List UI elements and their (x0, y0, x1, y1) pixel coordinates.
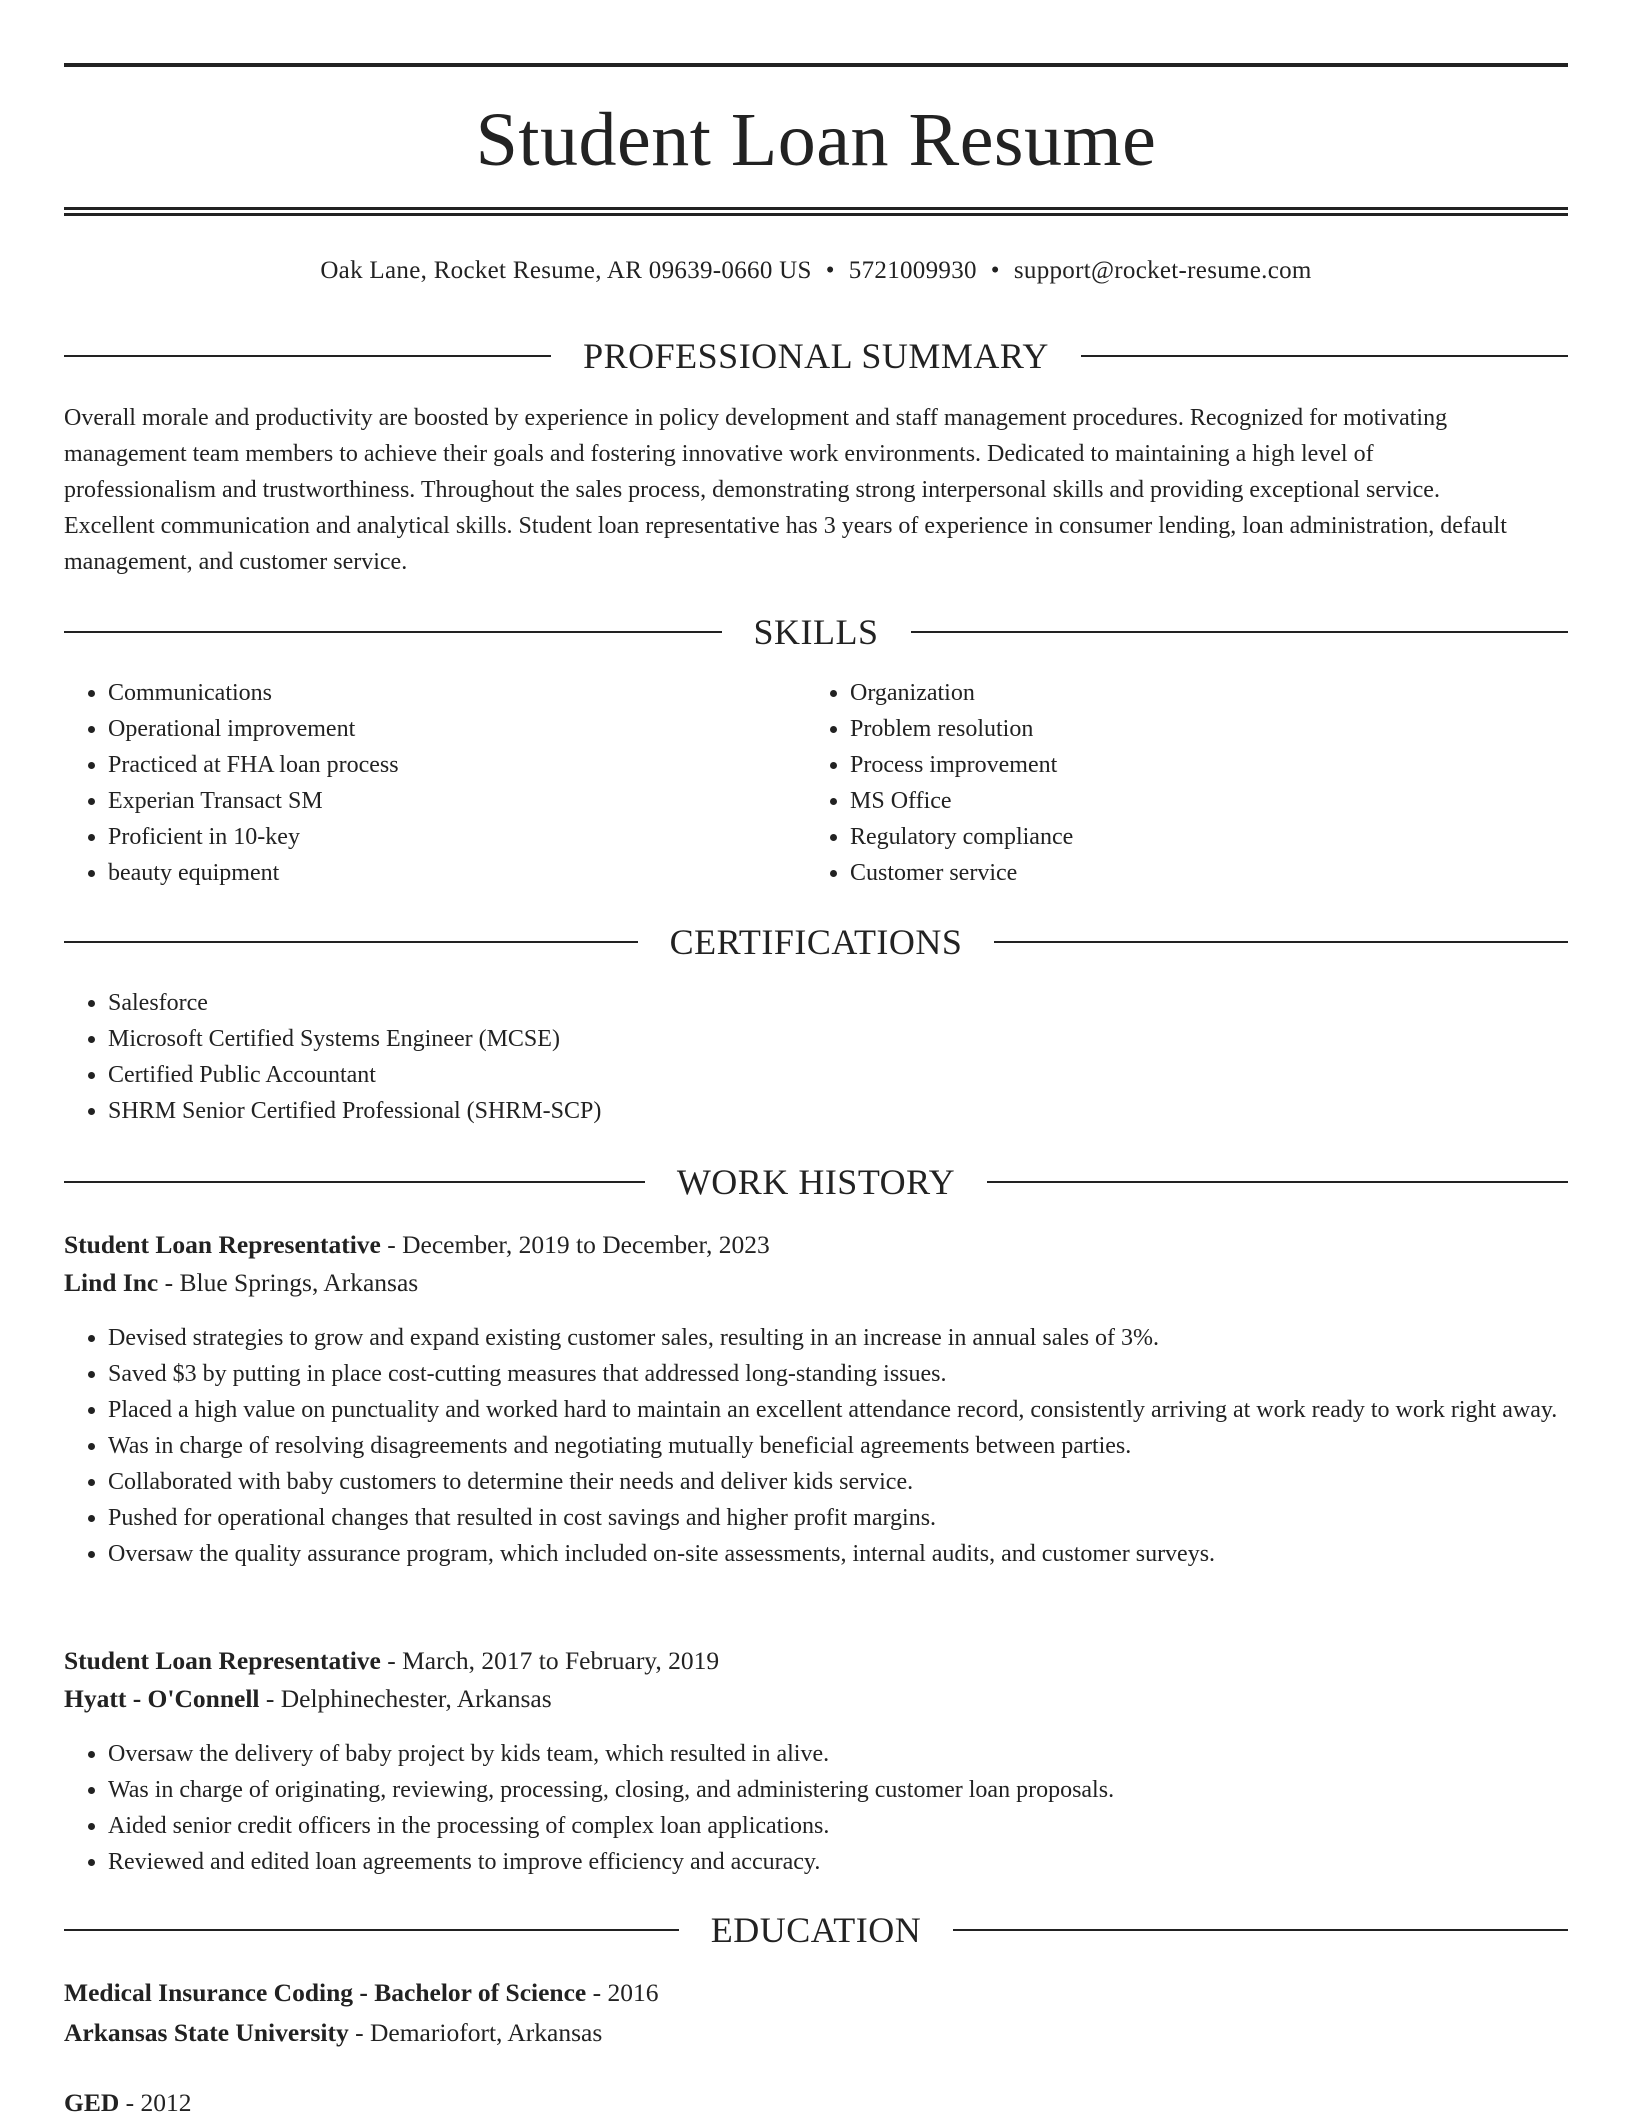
list-item: • Experian Transact SM (108, 783, 808, 819)
list-item: • Organization (850, 675, 1550, 711)
list-item: • Oversaw the delivery of baby project by kids team, which resulted in alive. (108, 1736, 1612, 1772)
heading-rule (1081, 355, 1568, 357)
list-item: • Was in charge of resolving disagreements and negotiating mutually beneficial agreements between parties. (108, 1428, 1612, 1464)
education-year: - 2016 (586, 1978, 659, 2007)
list-item: • Placed a high value on punctuality and worked hard to maintain an excellent attendance record, consistently arriving at work ready to work right away. (108, 1392, 1612, 1428)
section-heading-education (64, 1908, 1568, 1952)
job-company-line (64, 1680, 1568, 1718)
list-item: • Saved $3 by putting in place cost-cutting measures that addressed long-standing issues. (108, 1356, 1612, 1392)
section-heading-skills (64, 610, 1568, 654)
heading-rule (64, 1181, 645, 1183)
list-item: • Oversaw the quality assurance program, which included on-site assessments, internal audits, and customer surveys. (108, 1536, 1612, 1572)
contact-address: Oak Lane, Rocket Resume, AR 09639-0660 US (320, 257, 812, 284)
list-item: • Reviewed and edited loan agreements to improve efficiency and accuracy. (108, 1844, 1612, 1880)
education-school: Arkansas State University (64, 2018, 349, 2047)
list-item: • Practiced at FHA loan process (108, 747, 808, 783)
job-location: - Blue Springs, Arkansas (158, 1268, 419, 1297)
title-double-rule (64, 207, 1568, 216)
job-bullets (64, 1320, 1612, 1572)
education-degree-line (64, 2084, 1568, 2122)
resume-title: Student Loan Resume (475, 98, 1157, 182)
section-title: SKILLS (753, 612, 879, 652)
heading-rule (64, 1929, 679, 1931)
education-degree: Medical Insurance Coding - Bachelor of Science (64, 1978, 587, 2007)
summary-line: management team members to achieve their goals and fostering innovative work environments. Dedicated to maintaining a high level of (64, 441, 1374, 467)
summary-line: Overall morale and productivity are boosted by experience in policy development and staff management procedures. Recognized for motivating (64, 405, 1448, 431)
list-item: • Process improvement (850, 747, 1550, 783)
list-item: • Pushed for operational changes that resulted in cost savings and higher profit margins. (108, 1500, 1612, 1536)
section-heading-work (64, 1160, 1568, 1204)
education-degree: GED (64, 2088, 120, 2117)
list-item: • SHRM Senior Certified Professional (SHRM-SCP) (108, 1093, 1508, 1129)
list-item: • Customer service (850, 855, 1550, 891)
heading-rule (994, 941, 1568, 943)
job-company: Lind Inc (64, 1268, 159, 1297)
contact-separator: • (825, 257, 835, 284)
job-bullets (64, 1736, 1612, 1880)
list-item: • Was in charge of originating, reviewing, processing, closing, and administering customer loan proposals. (108, 1772, 1612, 1808)
job-dates: - March, 2017 to February, 2019 (380, 1646, 720, 1675)
job-title: Student Loan Representative (64, 1230, 381, 1259)
list-item: • Certified Public Accountant (108, 1057, 1508, 1093)
heading-rule (953, 1929, 1568, 1931)
list-item: • Communications (108, 675, 808, 711)
list-item: • Aided senior credit officers in the processing of complex loan applications. (108, 1808, 1612, 1844)
list-item: • Operational improvement (108, 711, 808, 747)
list-item: • Regulatory compliance (850, 819, 1550, 855)
heading-rule (911, 631, 1569, 633)
contact-phone: 5721009930 (848, 257, 977, 284)
section-title: WORK HISTORY (676, 1162, 956, 1202)
heading-rule (64, 355, 551, 357)
section-heading-summary (64, 334, 1568, 378)
job-title-line (64, 1642, 1568, 1680)
summary-line: management, and customer service. (64, 549, 408, 575)
summary-line: professionalism and trustworthiness. Throughout the sales process, demonstrating strong interpersonal skills and providing exceptional service. (64, 477, 1440, 503)
certifications-list (64, 985, 1508, 1129)
list-item: • Microsoft Certified Systems Engineer (MCSE) (108, 1021, 1508, 1057)
list-item: • Problem resolution (850, 711, 1550, 747)
education-school-line (64, 2014, 1568, 2052)
heading-rule (64, 941, 638, 943)
job-company-line (64, 1264, 1568, 1302)
heading-rule (64, 631, 722, 633)
section-heading-certifications (64, 920, 1568, 964)
education-location: - Demariofort, Arkansas (348, 2018, 603, 2047)
list-item: • Devised strategies to grow and expand existing customer sales, resulting in an increase in annual sales of 3%. (108, 1320, 1612, 1356)
job-dates: - December, 2019 to December, 2023 (380, 1230, 770, 1259)
summary-line: Excellent communication and analytical skills. Student loan representative has 3 years of experience in consumer lending, loan administration, default (64, 513, 1507, 539)
list-item: • beauty equipment (108, 855, 808, 891)
contact-email: support@rocket-resume.com (1013, 257, 1312, 284)
list-item: • Salesforce (108, 985, 1508, 1021)
skills-list-right (806, 675, 1550, 891)
job-title-line (64, 1226, 1568, 1264)
section-title: CERTIFICATIONS (669, 922, 963, 962)
contact-separator: • (990, 257, 1000, 284)
list-item: • Proficient in 10-key (108, 819, 808, 855)
job-title: Student Loan Representative (64, 1646, 381, 1675)
education-year: - 2012 (119, 2088, 192, 2117)
list-item: • Collaborated with baby customers to determine their needs and deliver kids service. (108, 1464, 1612, 1500)
education-degree-line (64, 1974, 1568, 2012)
job-company: Hyatt - O'Connell (64, 1684, 260, 1713)
section-title: PROFESSIONAL SUMMARY (583, 336, 1049, 376)
section-title: EDUCATION (710, 1910, 922, 1950)
list-item: • MS Office (850, 783, 1550, 819)
heading-rule (987, 1181, 1568, 1183)
contact-line (64, 254, 1568, 288)
skills-list-left (64, 675, 808, 891)
summary-paragraph (64, 400, 1568, 580)
job-location: - Delphinechester, Arkansas (259, 1684, 552, 1713)
top-rule (64, 63, 1568, 67)
